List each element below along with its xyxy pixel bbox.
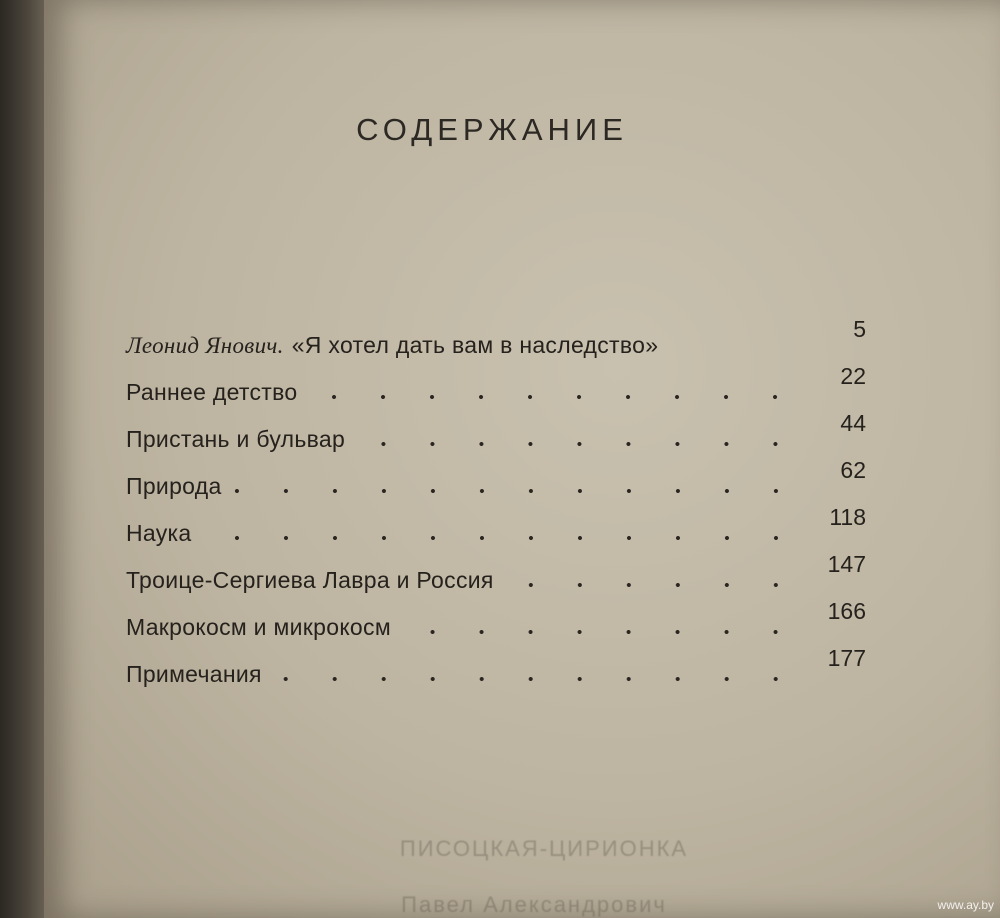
toc-entry (126, 453, 866, 500)
toc-entry (126, 547, 866, 594)
contents-heading: СОДЕРЖАНИЕ (356, 112, 628, 147)
toc-entry-page: 22 (840, 363, 866, 389)
toc-leader (202, 535, 800, 541)
toc-leader (232, 488, 800, 494)
show-through-text: Павел Александрович (401, 892, 667, 917)
watermark: www.ay.by (937, 898, 994, 912)
toc-entry-title: Примечания (126, 661, 262, 687)
toc-entry-page: 177 (827, 645, 866, 671)
toc-entry (126, 594, 866, 641)
toc-entry (126, 312, 866, 359)
toc-leader (355, 441, 800, 447)
toc-entry-page: 118 (829, 504, 866, 530)
toc-entry (126, 359, 866, 406)
toc-entry-page: 166 (827, 598, 866, 624)
toc-entry-title: Наука (126, 520, 192, 546)
toc-entry-author: Леонид Янович. (126, 333, 284, 358)
toc-entry-title: Раннее детство (126, 379, 298, 405)
show-through-text: ПИСОЦКАЯ-ЦИРИОНКА (399, 836, 689, 861)
toc-entry (126, 500, 866, 547)
toc-leader (504, 582, 800, 588)
toc-leader (307, 394, 800, 400)
toc-entry-title: Троице-Сергиева Лавра и Россия (126, 567, 494, 593)
toc-entry (126, 641, 866, 688)
book-page (44, 0, 1000, 918)
toc-entry-page: 62 (840, 457, 866, 483)
toc-leader (668, 347, 800, 353)
book-spine-edge (0, 0, 48, 918)
table-of-contents (126, 312, 866, 688)
toc-leader (272, 676, 800, 682)
toc-entry-title: Леонид Янович. «Я хотел дать вам в наследство» (126, 332, 659, 358)
toc-entry-page: 44 (840, 410, 866, 436)
toc-entry-title: Пристань и бульвар (126, 426, 346, 452)
toc-entry-page: 147 (827, 551, 866, 577)
toc-entry-title: Макрокосм и микрокосм (126, 614, 391, 640)
toc-entry (126, 406, 866, 453)
toc-entry-title: Природа (126, 473, 222, 499)
toc-entry-page: 5 (853, 316, 866, 342)
toc-leader (401, 629, 800, 635)
